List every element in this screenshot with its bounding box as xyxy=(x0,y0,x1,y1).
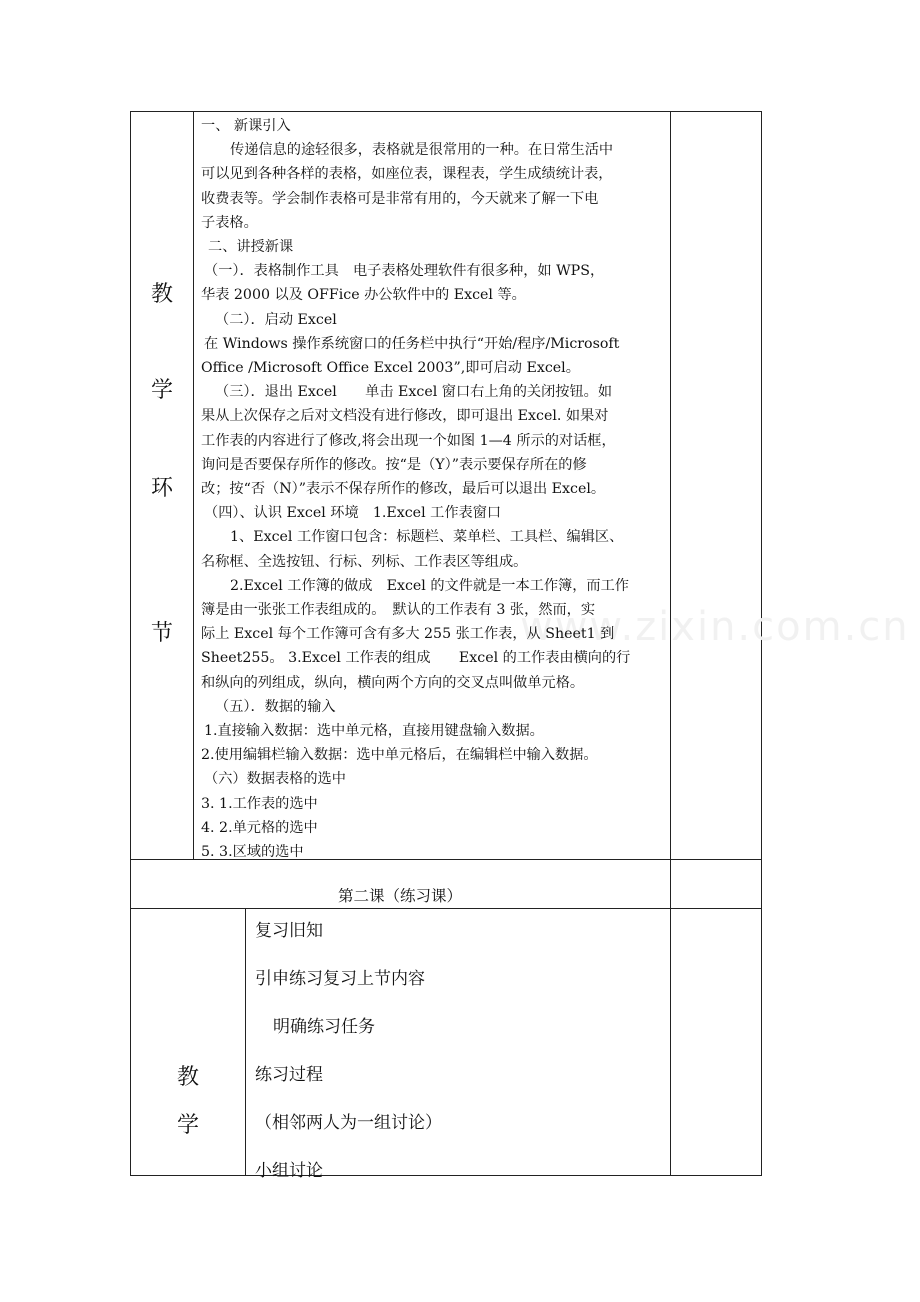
text-line: 1、Excel 工作窗口包含：标题栏、菜单栏、工具栏、编辑区、 xyxy=(230,529,624,546)
side-label-char: 学 xyxy=(176,1113,199,1138)
side-label-char: 教 xyxy=(176,1065,199,1090)
table-left-border xyxy=(130,111,131,1176)
side-label-char: 教 xyxy=(150,282,173,307)
side-label-char: 学 xyxy=(150,378,173,403)
text-line: 引申练习复习上节内容 xyxy=(255,969,425,989)
text-line: 3. 1.工作表的选中 xyxy=(201,795,318,812)
text-line: 改；按“否（N）”表示不保存所作的修改，最后可以退出 Excel。 xyxy=(201,481,606,498)
text-line: （三）．退出 Excel 单击 Excel 窗口右上角的关闭按钮。如 xyxy=(215,384,613,401)
text-line: （一）．表格制作工具 电子表格处理软件有很多种，如 WPS， xyxy=(204,263,605,280)
text-line: 4. 2.单元格的选中 xyxy=(201,819,318,836)
text-line: 询问是否要保存所作的修改。按“是（Y）”表示要保存所在的修 xyxy=(201,456,587,473)
text-line: 工作表的内容进行了修改,将会出现一个如图 1—4 所示的对话框， xyxy=(201,432,616,449)
text-line: 传递信息的途轻很多，表格就是很常用的一种。在日常生活中 xyxy=(230,142,614,159)
section1-content xyxy=(201,114,666,864)
text-line: 子表格。 xyxy=(201,214,258,231)
text-line: 华表 2000 以及 OFFice 办公软件中的 Excel 等。 xyxy=(201,287,526,304)
text-line: 小组讨论 xyxy=(255,1161,323,1181)
text-line: 果从上次保存之后对文档没有进行修改，即可退出 Excel. 如果对 xyxy=(201,408,609,425)
text-line: （四）、认识 Excel 环境 1.Excel 工作表窗口 xyxy=(204,505,502,522)
text-line: （二）．启动 Excel xyxy=(215,311,337,328)
text-line: Office /Microsoft Office Excel 2003”,即可启动 Excel。 xyxy=(201,360,580,377)
text-line: 一、 新课引入 xyxy=(201,118,291,134)
text-line: 在 Windows 操作系统窗口的任务栏中执行“开始/程序/Microsoft xyxy=(204,335,620,352)
text-line: 复习旧知 xyxy=(255,921,323,941)
table-top-border xyxy=(130,111,762,112)
text-line: 2.使用编辑栏输入数据：选中单元格后，在编辑栏中输入数据。 xyxy=(201,747,598,764)
side-label-char: 环 xyxy=(150,476,173,501)
text-line: Sheet255。 3.Excel 工作表的组成 Excel 的工作表由横向的行 xyxy=(201,650,631,667)
text-line: 1.直接输入数据：选中单元格，直接用键盘输入数据。 xyxy=(204,723,544,740)
section3-content xyxy=(255,907,665,1195)
text-line: 名称框、全选按钮、行标、列标、工作表区等组成。 xyxy=(201,553,528,570)
text-line: 二、讲授新课 xyxy=(208,239,294,256)
text-line: 簿是由一张张工作表组成的。 默认的工作表有 3 张，然而，实 xyxy=(201,602,596,619)
lesson2-title: 第二课（练习课） xyxy=(337,887,462,905)
text-line: 2.Excel 工作簿的做成 Excel 的文件就是一本工作簿，而工作 xyxy=(230,577,629,594)
col-divider-left-bottom xyxy=(245,908,246,1175)
text-line: 收费表等。学会制作表格可是非常有用的，今天就来了解一下电 xyxy=(201,190,599,207)
text-line: 和纵向的列组成，纵向，横向两个方向的交叉点叫做单元格。 xyxy=(201,674,585,691)
text-line: 明确练习任务 xyxy=(273,1017,375,1037)
text-line: 5. 3.区域的选中 xyxy=(201,844,304,861)
watermark: www.zixin.com.cn xyxy=(520,604,910,650)
text-line: 际上 Excel 每个工作簿可含有多大 255 张工作表，从 Sheet1 到 xyxy=(201,626,615,643)
text-line: 可以见到各种各样的表格，如座位表，课程表，学生成绩统计表， xyxy=(201,166,613,183)
text-line: （六）数据表格的选中 xyxy=(204,771,346,788)
side-label-char: 节 xyxy=(150,621,173,646)
text-line: （五）．数据的输入 xyxy=(215,698,336,715)
text-line: （相邻两人为一组讨论） xyxy=(255,1113,442,1133)
col-divider-left-top xyxy=(193,111,194,859)
text-line: 练习过程 xyxy=(255,1065,323,1085)
